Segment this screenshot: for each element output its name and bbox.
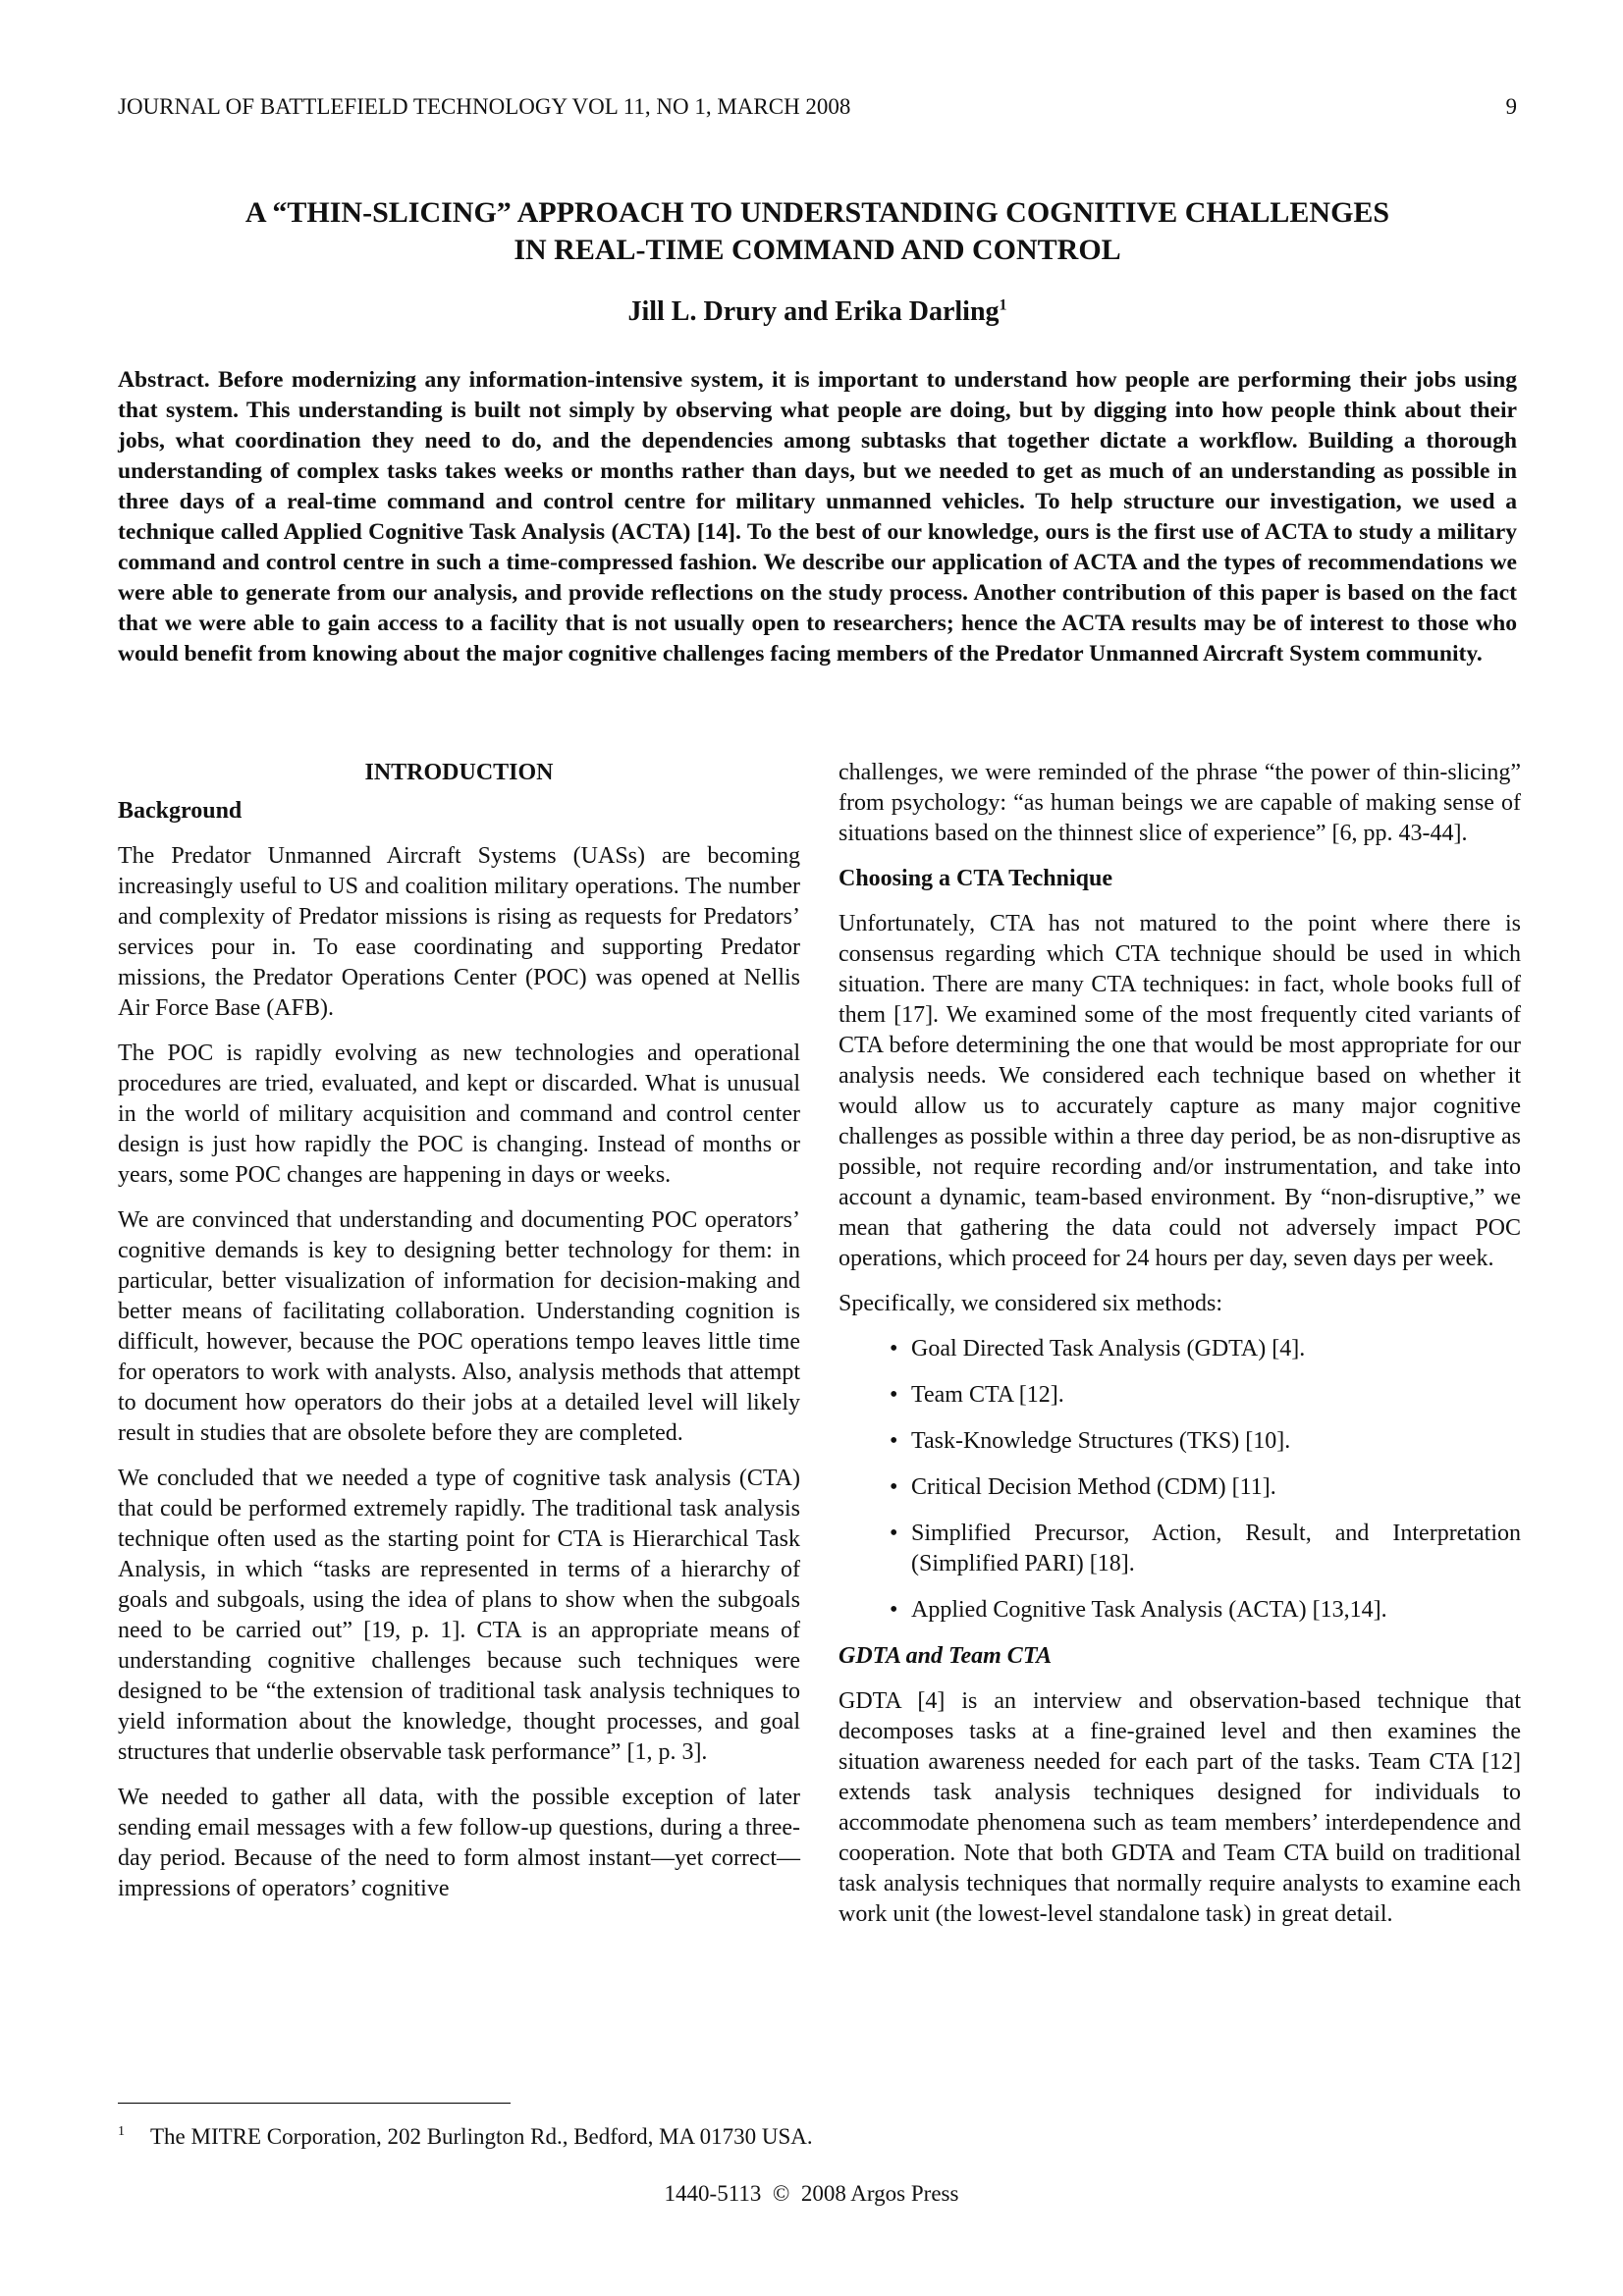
right-column bbox=[839, 758, 1521, 1945]
paragraph: challenges, we were reminded of the phrase “the power of thin-slicing” from psychology: “as human beings we are capable of making sense of situations based on the thinnest slice of experience” [6, pp. 43-44]. bbox=[839, 760, 1521, 846]
list-item: • Team CTA [12]. bbox=[911, 1380, 1521, 1411]
list-item: • Applied Cognitive Task Analysis (ACTA) [13,14]. bbox=[911, 1595, 1521, 1626]
paragraph: The Predator Unmanned Aircraft Systems (UASs) are becoming increasingly useful to US and coalition military operations. The number and complexity of Predator missions is rising as requests for Predators’ services pour in. To ease coordinating and supporting Predator missions, the Predator Operations Center (POC) was opened at Nellis Air Force Base (AFB). bbox=[118, 843, 800, 1021]
footnote bbox=[118, 2124, 813, 2150]
author-names: Jill L. Drury and Erika Darling bbox=[627, 296, 1000, 327]
running-header bbox=[118, 94, 1517, 120]
subsection-heading: Choosing a CTA Technique bbox=[839, 866, 1112, 891]
paragraph: Specifically, we considered six methods: bbox=[839, 1291, 1223, 1316]
author-footnote-mark: 1 bbox=[999, 296, 1007, 314]
list-item: • Goal Directed Task Analysis (GDTA) [4]. bbox=[911, 1334, 1521, 1364]
footnote-mark: 1 bbox=[118, 2124, 125, 2140]
footnote-text: The MITRE Corporation, 202 Burlington Rd., Bedford, MA 01730 USA. bbox=[150, 2124, 813, 2149]
paragraph: We are convinced that understanding and documenting POC operators’ cognitive demands is key to designing better technology for them: in particular, better visualization of information for decision-making and better means of facilitating collaboration. Understanding cognition is difficult, however, because the POC operations tempo leaves little time for operators to work with analysts. Also, analysis methods that attempt to document how operators do their jobs at a detailed level will likely result in studies that are obsolete before they are completed. bbox=[118, 1207, 800, 1446]
page-number: 9 bbox=[1505, 94, 1517, 119]
paragraph: The POC is rapidly evolving as new technologies and operational procedures are tried, evaluated, and kept or discarded. What is unusual in the world of military acquisition and command and control center design is just how rapidly the POC is changing. Instead of months or years, some POC changes are happening in days or weeks. bbox=[118, 1041, 800, 1188]
methods-list bbox=[839, 1334, 1521, 1626]
left-column bbox=[118, 758, 800, 1919]
subsection-heading: GDTA and Team CTA bbox=[839, 1643, 1053, 1669]
list-item: • Critical Decision Method (CDM) [11]. bbox=[911, 1472, 1521, 1503]
title-line: IN REAL-TIME COMMAND AND CONTROL bbox=[514, 234, 1121, 266]
section-heading: INTRODUCTION bbox=[364, 760, 554, 785]
page-footer: 1440-5113 © 2008 Argos Press bbox=[664, 2181, 959, 2206]
paragraph: GDTA [4] is an interview and observation-based technique that decomposes tasks at a fine-grained level and then examines the situation awareness needed for each part of the tasks. Team CTA [12] extends task analysis techniques designed for individuals to accommodate phenomena such as team members’ interdependence and cooperation. Note that both GDTA and Team CTA build on traditional task analysis techniques that normally require analysts to examine each work unit (the lowest-level standalone task) in great detail. bbox=[839, 1688, 1521, 1927]
title-line: A “THIN-SLICING” APPROACH TO UNDERSTANDING COGNITIVE CHALLENGES bbox=[244, 196, 1390, 229]
list-item: • Simplified Precursor, Action, Result, and Interpretation (Simplified PARI) [18]. bbox=[911, 1519, 1521, 1579]
list-item: • Task-Knowledge Structures (TKS) [10]. bbox=[911, 1426, 1521, 1457]
abstract: Abstract. Before modernizing any information-intensive system, it is important to understand how people are performing their jobs using that system. This understanding is built not simply by observing what people are doing, but by digging into how people think about their jobs, what coordination they need to do, and the dependencies among subtasks that together dictate a workflow. Building a thorough understanding of complex tasks takes weeks or months rather than days, but we needed to get as much of an understanding as possible in three days of a real-time command and control centre for military unmanned vehicles. To help structure our investigation, we used a technique called Applied Cognitive Task Analysis (ACTA) [14]. To the best of our knowledge, ours is the first use of ACTA to study a military command and control centre in such a time-compressed fashion. We describe our application of ACTA and the types of recommendations we were able to generate from our analysis, and provide reflections on the study process. Another contribution of this paper is based on the fact that we were able to gain access to a facility that is not usually open to researchers; hence the ACTA results may be of interest to those who would benefit from knowing about the major cognitive challenges facing members of the Predator Unmanned Aircraft System community. bbox=[118, 367, 1517, 667]
paragraph: We needed to gather all data, with the possible exception of later sending email messages with a few follow-up questions, during a three-day period. Because of the need to form almost instant—yet correct—impressions of operators’ cognitive bbox=[118, 1785, 800, 1901]
paragraph: We concluded that we needed a type of cognitive task analysis (CTA) that could be performed extremely rapidly. The traditional task analysis technique often used as the starting point for CTA is Hierarchical Task Analysis, in which “tasks are represented in terms of a hierarchy of goals and subgoals, using the idea of plans to show when the subgoals need to be carried out” [19, p. 1]. CTA is an appropriate means of understanding cognitive challenges because such techniques were designed to be “the extension of traditional task analysis techniques to yield information about the knowledge, thought processes, and goal structures that underlie observable task performance” [1, p. 3]. bbox=[118, 1466, 800, 1765]
journal-name: JOURNAL OF BATTLEFIELD TECHNOLOGY VOL 11, NO 1, MARCH 2008 bbox=[118, 94, 851, 119]
subsection-heading: Background bbox=[118, 798, 243, 824]
authors bbox=[118, 296, 1517, 328]
footnote-divider bbox=[118, 2103, 511, 2104]
paper-title bbox=[118, 194, 1517, 269]
paragraph: Unfortunately, CTA has not matured to the point where there is consensus regarding which CTA technique should be used in which situation. There are many CTA techniques: in fact, whole books full of them [17]. We examined some of the most frequently cited variants of CTA before determining the one that would be most appropriate for our analysis needs. We considered each technique based on whether it would allow us to accurately capture as many major cognitive challenges as possible within a three day period, be as non-disruptive as possible, not require recording and/or instrumentation, and take into account a dynamic, team-based environment. By “non-disruptive,” we mean that gathering the data could not adversely impact POC operations, which proceed for 24 hours per day, seven days per week. bbox=[839, 911, 1521, 1271]
